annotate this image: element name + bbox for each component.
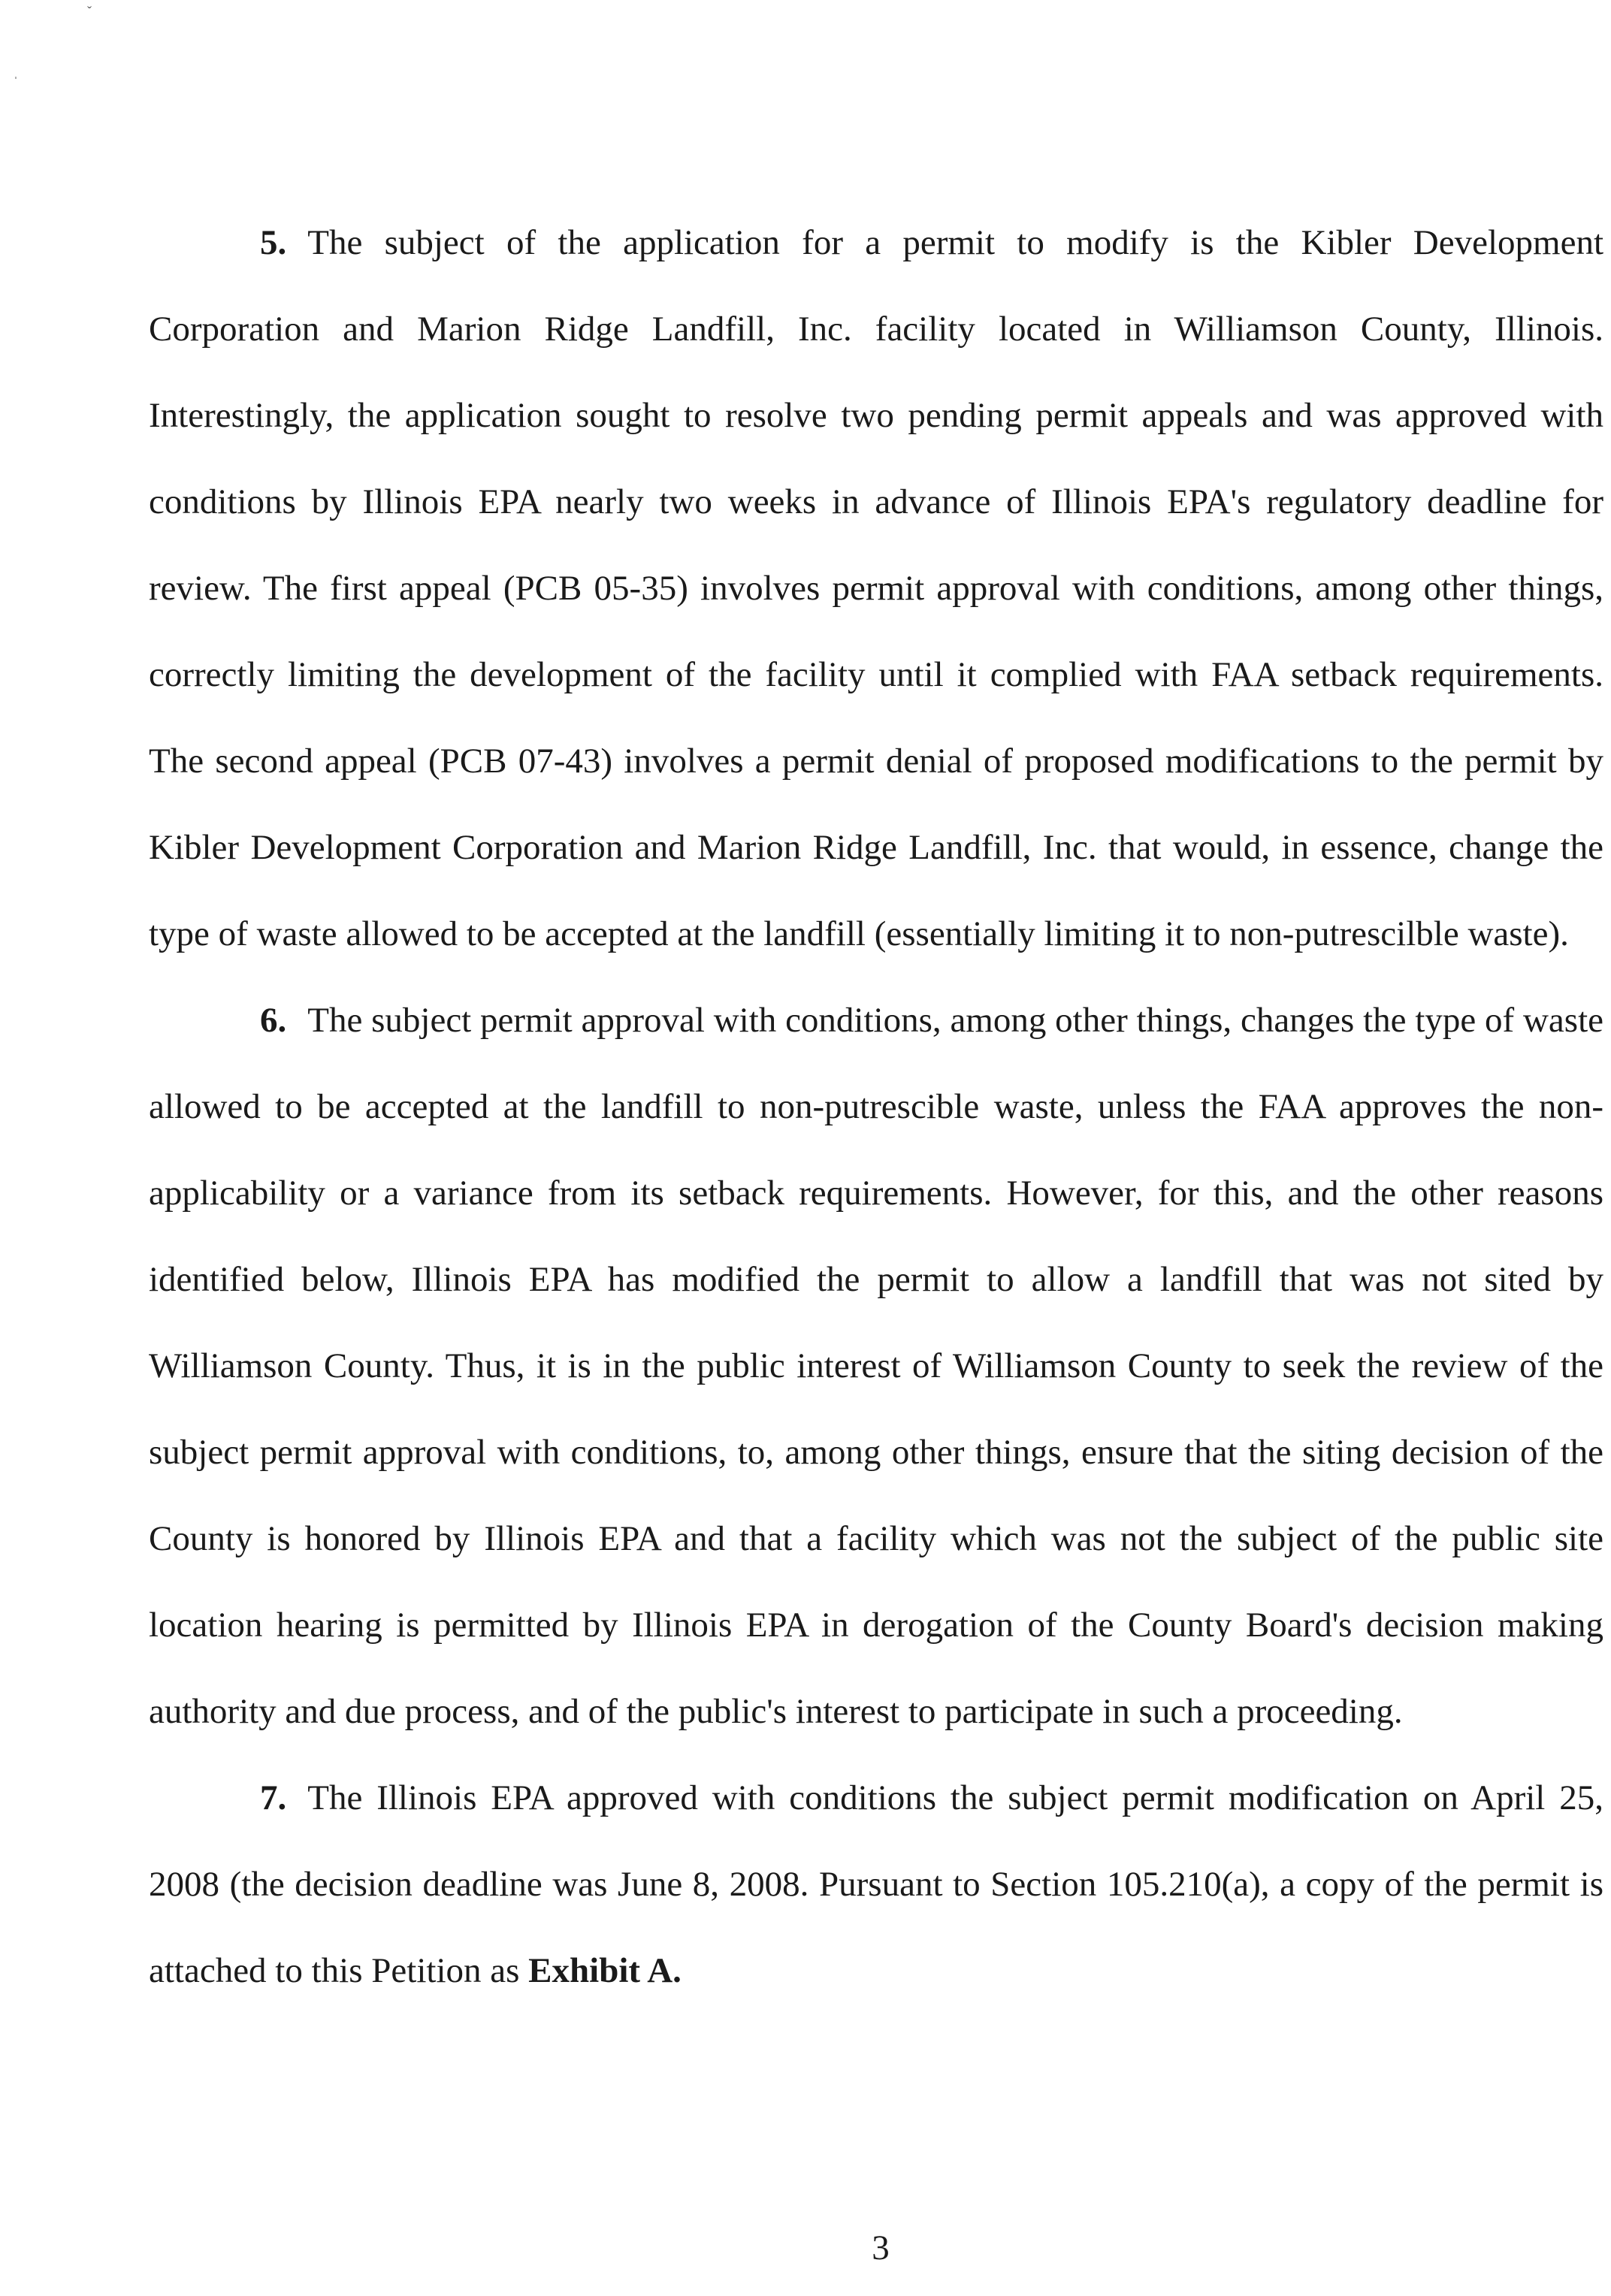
- sentence-end: .: [673, 1951, 682, 1990]
- exhibit-reference: Exhibit A: [528, 1951, 673, 1990]
- paragraph-text: The Illinois EPA approved with conditions the subject permit modification on April 25, 2008 (the decision deadline was June 8, 2008. Pursuant to Section 105.210(a), a copy of the permit is attached to this Petition as: [149, 1778, 1603, 1990]
- paragraph-number: 7.: [260, 1778, 287, 1817]
- paragraph-text: The subject permit approval with conditions, among other things, changes the type of waste allowed to be accepted at the landfill to non-putrescible waste, unless the FAA approves the non-applicability or a variance from its setback requirements. However, for this, and the other reasons identified below, Illinois EPA has modified the permit to allow a landfill that was not sited by Williamson County. Thus, it is in the public interest of Williamson County to seek the review of the subject permit approval with conditions, to, among other things, ensure that the siting decision of the County is honored by Illinois EPA and that a facility which was not the subject of the public site location hearing is permitted by Illinois EPA in derogation of the County Board's decision making authority and due process, and of the public's interest to participate in such a proceeding.: [149, 1001, 1603, 1731]
- scan-artifact-mark: ˌ: [14, 64, 18, 79]
- scan-artifact-mark: ˇ: [87, 4, 92, 19]
- paragraph-number: 6.: [260, 1001, 287, 1040]
- paragraph-7: [149, 1755, 1603, 2014]
- paragraph-number: 5.: [260, 223, 287, 262]
- paragraph-6: [149, 977, 1603, 1755]
- page-number: 3: [872, 2228, 890, 2267]
- paragraph-text: The subject of the application for a permit to modify is the Kibler Development Corporation and Marion Ridge Landfill, Inc. facility located in Williamson County, Illinois. Interestingly, the application sought to resolve two pending permit appeals and was approved with conditions by Illinois EPA nearly two weeks in advance of Illinois EPA's regulatory deadline for review. The first appeal (PCB 05-35) involves permit approval with conditions, among other things, correctly limiting the development of the facility until it complied with FAA setback requirements. The second appeal (PCB 07-43) involves a permit denial of proposed modifications to the permit by Kibler Development Corporation and Marion Ridge Landfill, Inc. that would, in essence, change the type of waste allowed to be accepted at the landfill (essentially limiting it to non-putrescilble waste).: [149, 223, 1603, 953]
- body-text: [149, 200, 1603, 2014]
- paragraph-5: [149, 200, 1603, 977]
